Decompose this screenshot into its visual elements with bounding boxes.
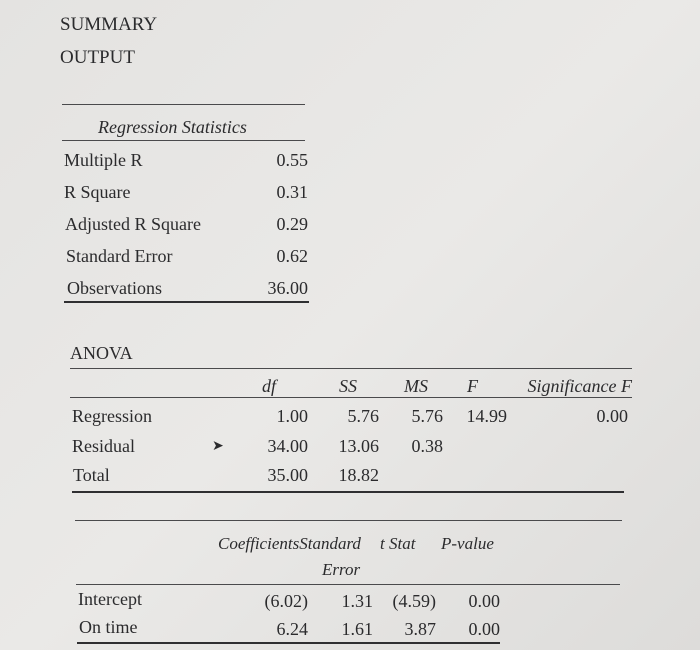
cell: 1.31 [341, 591, 373, 611]
stat-label: Observations [67, 278, 162, 298]
divider [64, 301, 309, 303]
cell: 34.00 [267, 436, 308, 456]
column-header: F [467, 376, 478, 396]
stat-value: 0.31 [276, 182, 308, 202]
table-heading: ANOVA [70, 343, 133, 363]
column-header: Significance F [527, 376, 632, 396]
column-header: df [261, 376, 276, 396]
row-label: Intercept [78, 589, 142, 609]
cell: (6.02) [264, 591, 308, 611]
column-header: Error [322, 560, 361, 579]
cell: 35.00 [267, 465, 308, 485]
cell: 14.99 [466, 406, 507, 426]
stat-label: Standard Error [66, 246, 173, 266]
cell: 5.76 [411, 406, 443, 426]
cell: 18.82 [338, 465, 379, 485]
cell: 0.00 [596, 406, 628, 426]
column-header: t Stat [380, 534, 416, 553]
title-line-2: OUTPUT [60, 47, 135, 68]
stat-label: Multiple R [64, 150, 143, 170]
column-header: SS [339, 376, 357, 396]
cell: (4.59) [392, 591, 436, 611]
row-label: Total [73, 465, 110, 485]
stat-label: Adjusted R Square [65, 214, 201, 234]
divider [70, 397, 632, 398]
stat-label: R Square [64, 182, 131, 202]
divider [72, 491, 624, 493]
cell: 0.38 [411, 436, 443, 456]
divider [62, 140, 305, 141]
cell: 0.00 [468, 619, 500, 639]
stat-value: 36.00 [267, 278, 308, 298]
column-header: MS [404, 376, 428, 396]
title-line-1: SUMMARY [60, 14, 158, 35]
cell: 1.00 [276, 406, 308, 426]
column-header: P-value [441, 534, 494, 553]
header-standard: Standard [299, 534, 361, 553]
divider [77, 642, 500, 644]
row-label: Regression [72, 406, 152, 426]
table-heading: Regression Statistics [98, 117, 247, 137]
cell: 3.87 [404, 619, 436, 639]
cell: 13.06 [338, 436, 379, 456]
cell: 5.76 [347, 406, 379, 426]
cell: 1.61 [341, 619, 373, 639]
row-label: On time [79, 617, 138, 637]
row-label: Residual [72, 436, 135, 456]
divider [70, 368, 632, 369]
header-coefficients: Coefficients [218, 534, 300, 553]
divider [62, 104, 305, 105]
stat-value: 0.29 [276, 214, 308, 234]
divider [76, 584, 620, 585]
divider [75, 520, 622, 521]
cell: 0.00 [468, 591, 500, 611]
stat-value: 0.55 [276, 150, 308, 170]
cell: 6.24 [276, 619, 308, 639]
column-header [218, 534, 361, 554]
mouse-cursor-icon: ➤ [212, 438, 224, 454]
stat-value: 0.62 [276, 246, 308, 266]
